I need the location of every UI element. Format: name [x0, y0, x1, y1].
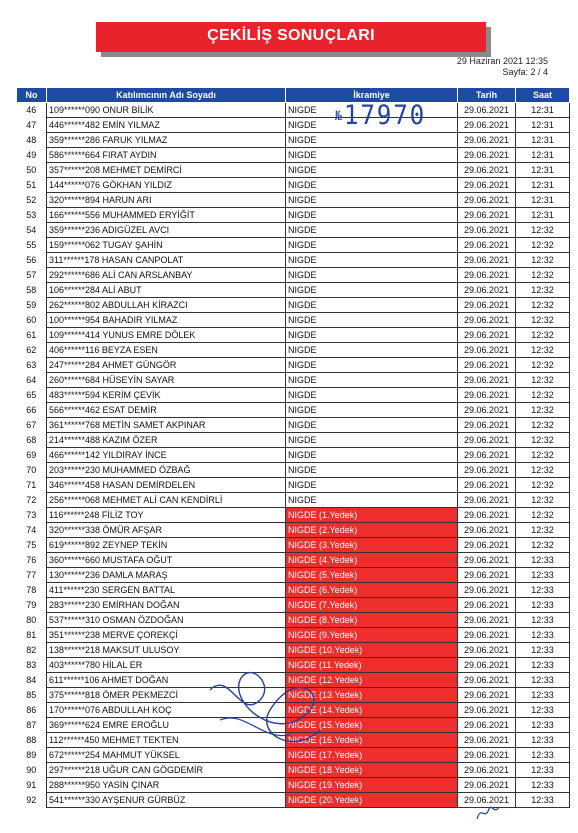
table-row — [17, 208, 570, 223]
row-date-cell: 29.06.2021 — [458, 703, 516, 718]
table-row — [17, 568, 570, 583]
row-prize-cell: NIGDE — [286, 163, 458, 178]
serial-stamp — [335, 100, 426, 131]
row-prize-cell: NIGDE — [286, 283, 458, 298]
row-name-cell: 100******954 BAHADIR YILMAZ — [47, 313, 286, 328]
row-time-cell: 12:32 — [516, 523, 570, 538]
row-prize-cell: NIGDE (10.Yedek) — [286, 643, 458, 658]
row-time-cell: 12:32 — [516, 463, 570, 478]
row-time-cell: 12:32 — [516, 358, 570, 373]
row-name-cell: 369******624 EMRE EROĞLU — [47, 718, 286, 733]
row-no-cell: 76 — [26, 555, 37, 565]
row-time-cell: 12:33 — [516, 673, 570, 688]
row-time-cell: 12:33 — [516, 628, 570, 643]
row-date-cell: 29.06.2021 — [458, 598, 516, 613]
row-date-cell: 29.06.2021 — [458, 778, 516, 793]
row-name-cell: 359******236 ADIGÜZEL AVCI — [47, 223, 286, 238]
table-row — [17, 763, 570, 778]
table-row — [17, 493, 570, 508]
row-name-cell: 116******248 FİLİZ TOY — [47, 508, 286, 523]
row-time-cell: 12:33 — [516, 583, 570, 598]
row-prize-cell: NIGDE (13.Yedek) — [286, 688, 458, 703]
table-row — [17, 523, 570, 538]
row-no-cell: 88 — [26, 735, 37, 745]
row-time-cell: 12:31 — [516, 178, 570, 193]
table-row — [17, 373, 570, 388]
row-time-cell: 12:31 — [516, 208, 570, 223]
row-date-cell: 29.06.2021 — [458, 403, 516, 418]
table-row — [17, 643, 570, 658]
row-prize-cell: NIGDE — [286, 478, 458, 493]
results-table — [16, 87, 570, 808]
row-name-cell: 138******218 MAKSUT ULUSOY — [47, 643, 286, 658]
row-no-cell: 79 — [26, 600, 37, 610]
row-date-cell: 29.06.2021 — [458, 538, 516, 553]
row-name-cell: 541******330 AYŞENUR GÜRBÜZ — [47, 793, 286, 808]
table-row — [17, 118, 570, 133]
row-no-cell: 63 — [26, 360, 37, 370]
row-prize-cell: NIGDE — [286, 238, 458, 253]
row-time-cell: 12:33 — [516, 688, 570, 703]
row-date-cell: 29.06.2021 — [458, 553, 516, 568]
table-row — [17, 718, 570, 733]
row-prize-cell: NIGDE — [286, 103, 458, 118]
row-prize-cell: NIGDE — [286, 178, 458, 193]
row-name-cell: 214******488 KAZIM ÖZER — [47, 433, 286, 448]
row-date-cell: 29.06.2021 — [458, 418, 516, 433]
row-no-cell: 70 — [26, 465, 37, 475]
row-date-cell: 29.06.2021 — [458, 523, 516, 538]
row-date-cell: 29.06.2021 — [458, 268, 516, 283]
row-name-cell: 537******310 OSMAN ÖZDOĞAN — [47, 613, 286, 628]
row-time-cell: 12:32 — [516, 313, 570, 328]
row-no-cell: 77 — [26, 570, 37, 580]
row-prize-cell: NIGDE — [286, 373, 458, 388]
row-prize-cell: NIGDE — [286, 463, 458, 478]
row-date-cell: 29.06.2021 — [458, 733, 516, 748]
row-name-cell: 360******660 MUSTAFA OĞUT — [47, 553, 286, 568]
row-time-cell: 12:33 — [516, 568, 570, 583]
table-row — [17, 343, 570, 358]
stamp-prefix: № — [335, 109, 344, 124]
row-name-cell: 566******462 ESAT DEMİR — [47, 403, 286, 418]
table-row — [17, 283, 570, 298]
row-time-cell: 12:32 — [516, 538, 570, 553]
row-no-cell: 60 — [26, 315, 37, 325]
row-time-cell: 12:32 — [516, 418, 570, 433]
row-prize-cell: NIGDE (11.Yedek) — [286, 658, 458, 673]
row-date-cell: 29.06.2021 — [458, 253, 516, 268]
row-time-cell: 12:31 — [516, 118, 570, 133]
row-time-cell: 12:33 — [516, 793, 570, 808]
row-prize-cell: NIGDE (3.Yedek) — [286, 538, 458, 553]
row-name-cell: 170******076 ABDULLAH KOÇ — [47, 703, 286, 718]
table-row — [17, 478, 570, 493]
row-name-cell: 109******414 YUNUS EMRE DÖLEK — [47, 328, 286, 343]
table-body — [17, 103, 570, 808]
col-time-header: Saat — [516, 88, 570, 103]
row-prize-cell: NIGDE (18.Yedek) — [286, 763, 458, 778]
row-prize-cell: NIGDE (4.Yedek) — [286, 553, 458, 568]
row-time-cell: 12:32 — [516, 343, 570, 358]
row-date-cell: 29.06.2021 — [458, 238, 516, 253]
table-row — [17, 328, 570, 343]
row-prize-cell: NIGDE — [286, 403, 458, 418]
draw-date-time: 29 Haziran 2021 12:35 — [456, 56, 548, 66]
table-row — [17, 448, 570, 463]
table-row — [17, 403, 570, 418]
row-time-cell: 12:32 — [516, 448, 570, 463]
row-name-cell: 106******284 ALİ ABUT — [47, 283, 286, 298]
row-time-cell: 12:31 — [516, 163, 570, 178]
row-prize-cell: NIGDE — [286, 388, 458, 403]
row-time-cell: 12:33 — [516, 778, 570, 793]
page-title: ÇEKİLİŞ SONUÇLARI — [207, 27, 375, 44]
row-date-cell: 29.06.2021 — [458, 508, 516, 523]
row-date-cell: 29.06.2021 — [458, 178, 516, 193]
table-row — [17, 658, 570, 673]
row-prize-cell: NIGDE (16.Yedek) — [286, 733, 458, 748]
row-prize-cell: NIGDE (8.Yedek) — [286, 613, 458, 628]
table-row — [17, 733, 570, 748]
table-row — [17, 103, 570, 118]
row-name-cell: 260******684 HÜSEYİN SAYAR — [47, 373, 286, 388]
row-prize-cell: NIGDE — [286, 358, 458, 373]
row-name-cell: 586******664 FIRAT AYDIN — [47, 148, 286, 163]
row-time-cell: 12:32 — [516, 223, 570, 238]
row-name-cell: 112******450 MEHMET TEKTEN — [47, 733, 286, 748]
row-name-cell: 361******768 METİN SAMET AKPINAR — [47, 418, 286, 433]
row-time-cell: 12:32 — [516, 478, 570, 493]
row-no-cell: 65 — [26, 390, 37, 400]
row-no-cell: 49 — [26, 150, 37, 160]
col-date-header: Tarih — [458, 88, 516, 103]
row-date-cell: 29.06.2021 — [458, 478, 516, 493]
row-prize-cell: NIGDE — [286, 193, 458, 208]
row-name-cell: 483******594 KERİM ÇEVİK — [47, 388, 286, 403]
row-no-cell: 57 — [26, 270, 37, 280]
row-prize-cell: NIGDE (2.Yedek) — [286, 523, 458, 538]
row-time-cell: 12:33 — [516, 643, 570, 658]
row-name-cell: 403******780 HİLAL ER — [47, 658, 286, 673]
row-time-cell: 12:33 — [516, 733, 570, 748]
row-prize-cell: NIGDE — [286, 148, 458, 163]
table-row — [17, 688, 570, 703]
row-name-cell: 351******238 MERVE ÇOREKÇİ — [47, 628, 286, 643]
row-time-cell: 12:32 — [516, 508, 570, 523]
row-prize-cell: NIGDE — [286, 433, 458, 448]
table-row — [17, 463, 570, 478]
row-no-cell: 86 — [26, 705, 37, 715]
row-no-cell: 47 — [26, 120, 37, 130]
page-number: Sayfa: 2 / 4 — [502, 67, 548, 77]
row-no-cell: 67 — [26, 420, 37, 430]
row-time-cell: 12:33 — [516, 658, 570, 673]
row-prize-cell: NIGDE (19.Yedek) — [286, 778, 458, 793]
row-no-cell: 71 — [26, 480, 37, 490]
table-row — [17, 238, 570, 253]
table-row — [17, 553, 570, 568]
row-prize-cell: NIGDE — [286, 223, 458, 238]
row-name-cell: 256******068 MEHMET ALİ CAN KENDİRLİ — [47, 493, 286, 508]
row-time-cell: 12:31 — [516, 103, 570, 118]
table-row — [17, 793, 570, 808]
row-prize-cell: NIGDE (9.Yedek) — [286, 628, 458, 643]
table-row — [17, 508, 570, 523]
row-name-cell: 130******236 DAMLA MARAŞ — [47, 568, 286, 583]
row-no-cell: 51 — [26, 180, 37, 190]
row-time-cell: 12:32 — [516, 433, 570, 448]
row-time-cell: 12:33 — [516, 763, 570, 778]
row-prize-cell: NIGDE (20.Yedek) — [286, 793, 458, 808]
row-time-cell: 12:32 — [516, 373, 570, 388]
row-no-cell: 61 — [26, 330, 37, 340]
row-no-cell: 56 — [26, 255, 37, 265]
row-time-cell: 12:33 — [516, 703, 570, 718]
row-no-cell: 64 — [26, 375, 37, 385]
row-name-cell: 297******218 UĞUR CAN GÖGDEMİR — [47, 763, 286, 778]
row-no-cell: 83 — [26, 660, 37, 670]
row-no-cell: 69 — [26, 450, 37, 460]
row-prize-cell: NIGDE — [286, 418, 458, 433]
row-prize-cell: NIGDE — [286, 298, 458, 313]
table-row — [17, 163, 570, 178]
row-name-cell: 359******286 FARUK YILMAZ — [47, 133, 286, 148]
row-name-cell: 262******802 ABDULLAH KİRAZCI — [47, 298, 286, 313]
row-date-cell: 29.06.2021 — [458, 373, 516, 388]
row-name-cell: 311******178 HASAN CANPOLAT — [47, 253, 286, 268]
row-time-cell: 12:31 — [516, 133, 570, 148]
table-row — [17, 253, 570, 268]
row-prize-cell: NIGDE — [286, 268, 458, 283]
row-prize-cell: NIGDE — [286, 253, 458, 268]
row-date-cell: 29.06.2021 — [458, 688, 516, 703]
row-date-cell: 29.06.2021 — [458, 328, 516, 343]
row-time-cell: 12:32 — [516, 238, 570, 253]
table-row — [17, 778, 570, 793]
row-name-cell: 611******106 AHMET DOĞAN — [47, 673, 286, 688]
table-row — [17, 358, 570, 373]
row-date-cell: 29.06.2021 — [458, 148, 516, 163]
row-date-cell: 29.06.2021 — [458, 658, 516, 673]
col-no-header: No — [17, 88, 47, 103]
row-date-cell: 29.06.2021 — [458, 133, 516, 148]
row-prize-cell: NIGDE (15.Yedek) — [286, 718, 458, 733]
row-no-cell: 90 — [26, 765, 37, 775]
row-date-cell: 29.06.2021 — [458, 718, 516, 733]
row-time-cell: 12:32 — [516, 403, 570, 418]
row-name-cell: 292******686 ALİ CAN ARSLANBAY — [47, 268, 286, 283]
table-row — [17, 418, 570, 433]
row-no-cell: 58 — [26, 285, 37, 295]
row-no-cell: 54 — [26, 225, 37, 235]
row-date-cell: 29.06.2021 — [458, 388, 516, 403]
row-no-cell: 68 — [26, 435, 37, 445]
row-name-cell: 144******076 GÖKHAN YILDIZ — [47, 178, 286, 193]
row-prize-cell: NIGDE (14.Yedek) — [286, 703, 458, 718]
row-name-cell: 672******254 MAHMUT YÜKSEL — [47, 748, 286, 763]
row-no-cell: 78 — [26, 585, 37, 595]
row-date-cell: 29.06.2021 — [458, 358, 516, 373]
row-no-cell: 52 — [26, 195, 37, 205]
row-time-cell: 12:33 — [516, 553, 570, 568]
row-no-cell: 80 — [26, 615, 37, 625]
table-row — [17, 583, 570, 598]
table-header — [17, 88, 570, 103]
stamp-number: 17970 — [343, 100, 427, 131]
row-date-cell: 29.06.2021 — [458, 208, 516, 223]
row-date-cell: 29.06.2021 — [458, 343, 516, 358]
row-date-cell: 29.06.2021 — [458, 583, 516, 598]
row-no-cell: 53 — [26, 210, 37, 220]
row-no-cell: 75 — [26, 540, 37, 550]
row-time-cell: 12:33 — [516, 748, 570, 763]
table-row — [17, 313, 570, 328]
row-date-cell: 29.06.2021 — [458, 193, 516, 208]
row-time-cell: 12:33 — [516, 718, 570, 733]
row-no-cell: 85 — [26, 690, 37, 700]
row-name-cell: 320******894 HARUN ARI — [47, 193, 286, 208]
row-no-cell: 62 — [26, 345, 37, 355]
row-name-cell: 283******230 EMİRHAN DOĞAN — [47, 598, 286, 613]
row-prize-cell: NIGDE — [286, 133, 458, 148]
table-row — [17, 148, 570, 163]
row-no-cell: 87 — [26, 720, 37, 730]
row-name-cell: 203******230 MUHAMMED ÖZBAĞ — [47, 463, 286, 478]
row-date-cell: 29.06.2021 — [458, 613, 516, 628]
table-row — [17, 613, 570, 628]
row-no-cell: 81 — [26, 630, 37, 640]
row-time-cell: 12:32 — [516, 328, 570, 343]
row-prize-cell: NIGDE (17.Yedek) — [286, 748, 458, 763]
row-date-cell: 29.06.2021 — [458, 568, 516, 583]
table-row — [17, 598, 570, 613]
row-name-cell: 357******208 MEHMET DEMİRCİ — [47, 163, 286, 178]
row-prize-cell: NIGDE — [286, 448, 458, 463]
row-time-cell: 12:32 — [516, 253, 570, 268]
row-time-cell: 12:32 — [516, 388, 570, 403]
row-prize-cell: NIGDE — [286, 328, 458, 343]
row-name-cell: 375******818 ÖMER PEKMEZCİ — [47, 688, 286, 703]
row-time-cell: 12:31 — [516, 193, 570, 208]
row-name-cell: 411******230 SERGEN BATTAL — [47, 583, 286, 598]
row-name-cell: 446******482 EMİN YILMAZ — [47, 118, 286, 133]
row-date-cell: 29.06.2021 — [458, 433, 516, 448]
row-name-cell: 619******892 ZEYNEP TEKİN — [47, 538, 286, 553]
row-date-cell: 29.06.2021 — [458, 493, 516, 508]
row-date-cell: 29.06.2021 — [458, 298, 516, 313]
row-no-cell: 74 — [26, 525, 37, 535]
row-name-cell: 247******284 AHMET GÜNGÖR — [47, 358, 286, 373]
table-row — [17, 388, 570, 403]
row-name-cell: 109******090 ONUR BİLİK — [47, 103, 286, 118]
row-time-cell: 12:33 — [516, 598, 570, 613]
row-prize-cell: NIGDE — [286, 118, 458, 133]
row-prize-cell: NIGDE (5.Yedek) — [286, 568, 458, 583]
row-time-cell: 12:32 — [516, 298, 570, 313]
row-prize-cell: NIGDE — [286, 208, 458, 223]
row-prize-cell: NIGDE — [286, 343, 458, 358]
row-no-cell: 50 — [26, 165, 37, 175]
row-date-cell: 29.06.2021 — [458, 103, 516, 118]
table-row — [17, 178, 570, 193]
row-no-cell: 46 — [26, 105, 37, 116]
table-row — [17, 133, 570, 148]
row-date-cell: 29.06.2021 — [458, 313, 516, 328]
table-row — [17, 193, 570, 208]
row-prize-cell: NIGDE — [286, 493, 458, 508]
row-no-cell: 92 — [26, 795, 37, 805]
row-no-cell: 66 — [26, 405, 37, 415]
table-row — [17, 298, 570, 313]
row-date-cell: 29.06.2021 — [458, 463, 516, 478]
row-no-cell: 84 — [26, 675, 37, 685]
row-no-cell: 91 — [26, 780, 37, 790]
table-row — [17, 433, 570, 448]
row-time-cell: 12:33 — [516, 613, 570, 628]
row-name-cell: 406******116 BEYZA ESEN — [47, 343, 286, 358]
row-date-cell: 29.06.2021 — [458, 643, 516, 658]
row-date-cell: 29.06.2021 — [458, 163, 516, 178]
row-date-cell: 29.06.2021 — [458, 793, 516, 808]
row-no-cell: 72 — [26, 495, 37, 505]
table-row — [17, 703, 570, 718]
table-row — [17, 628, 570, 643]
row-prize-cell: NIGDE — [286, 313, 458, 328]
row-name-cell: 159******062 TUGAY ŞAHİN — [47, 238, 286, 253]
col-name-header: Katılımcının Adı Soyadı — [47, 88, 286, 103]
row-name-cell: 166******556 MUHAMMED ERYİĞİT — [47, 208, 286, 223]
row-time-cell: 12:32 — [516, 493, 570, 508]
row-name-cell: 288******950 YASİN ÇINAR — [47, 778, 286, 793]
row-date-cell: 29.06.2021 — [458, 118, 516, 133]
row-prize-cell: NIGDE (12.Yedek) — [286, 673, 458, 688]
row-name-cell: 346******458 HASAN DEMİRDELEN — [47, 478, 286, 493]
row-no-cell: 55 — [26, 240, 37, 250]
row-prize-cell: NIGDE (1.Yedek) — [286, 508, 458, 523]
row-time-cell: 12:32 — [516, 283, 570, 298]
table-row — [17, 748, 570, 763]
row-no-cell: 89 — [26, 750, 37, 760]
row-date-cell: 29.06.2021 — [458, 223, 516, 238]
row-time-cell: 12:32 — [516, 268, 570, 283]
row-prize-cell: NIGDE (7.Yedek) — [286, 598, 458, 613]
table-row — [17, 538, 570, 553]
row-no-cell: 82 — [26, 645, 37, 655]
title-banner — [96, 22, 486, 52]
table-row — [17, 268, 570, 283]
table-row — [17, 223, 570, 238]
row-name-cell: 466******142 YILDIRAY İNCE — [47, 448, 286, 463]
row-date-cell: 29.06.2021 — [458, 748, 516, 763]
row-date-cell: 29.06.2021 — [458, 628, 516, 643]
row-name-cell: 320******338 ÖMÜR AFŞAR — [47, 523, 286, 538]
row-no-cell: 59 — [26, 300, 37, 310]
row-time-cell: 12:31 — [516, 148, 570, 163]
row-date-cell: 29.06.2021 — [458, 673, 516, 688]
table-row — [17, 673, 570, 688]
row-date-cell: 29.06.2021 — [458, 448, 516, 463]
col-prize-header: İkramiye — [286, 88, 458, 103]
row-no-cell: 48 — [26, 135, 37, 145]
row-prize-cell: NIGDE (6.Yedek) — [286, 583, 458, 598]
row-date-cell: 29.06.2021 — [458, 283, 516, 298]
row-date-cell: 29.06.2021 — [458, 763, 516, 778]
row-no-cell: 73 — [26, 510, 37, 520]
